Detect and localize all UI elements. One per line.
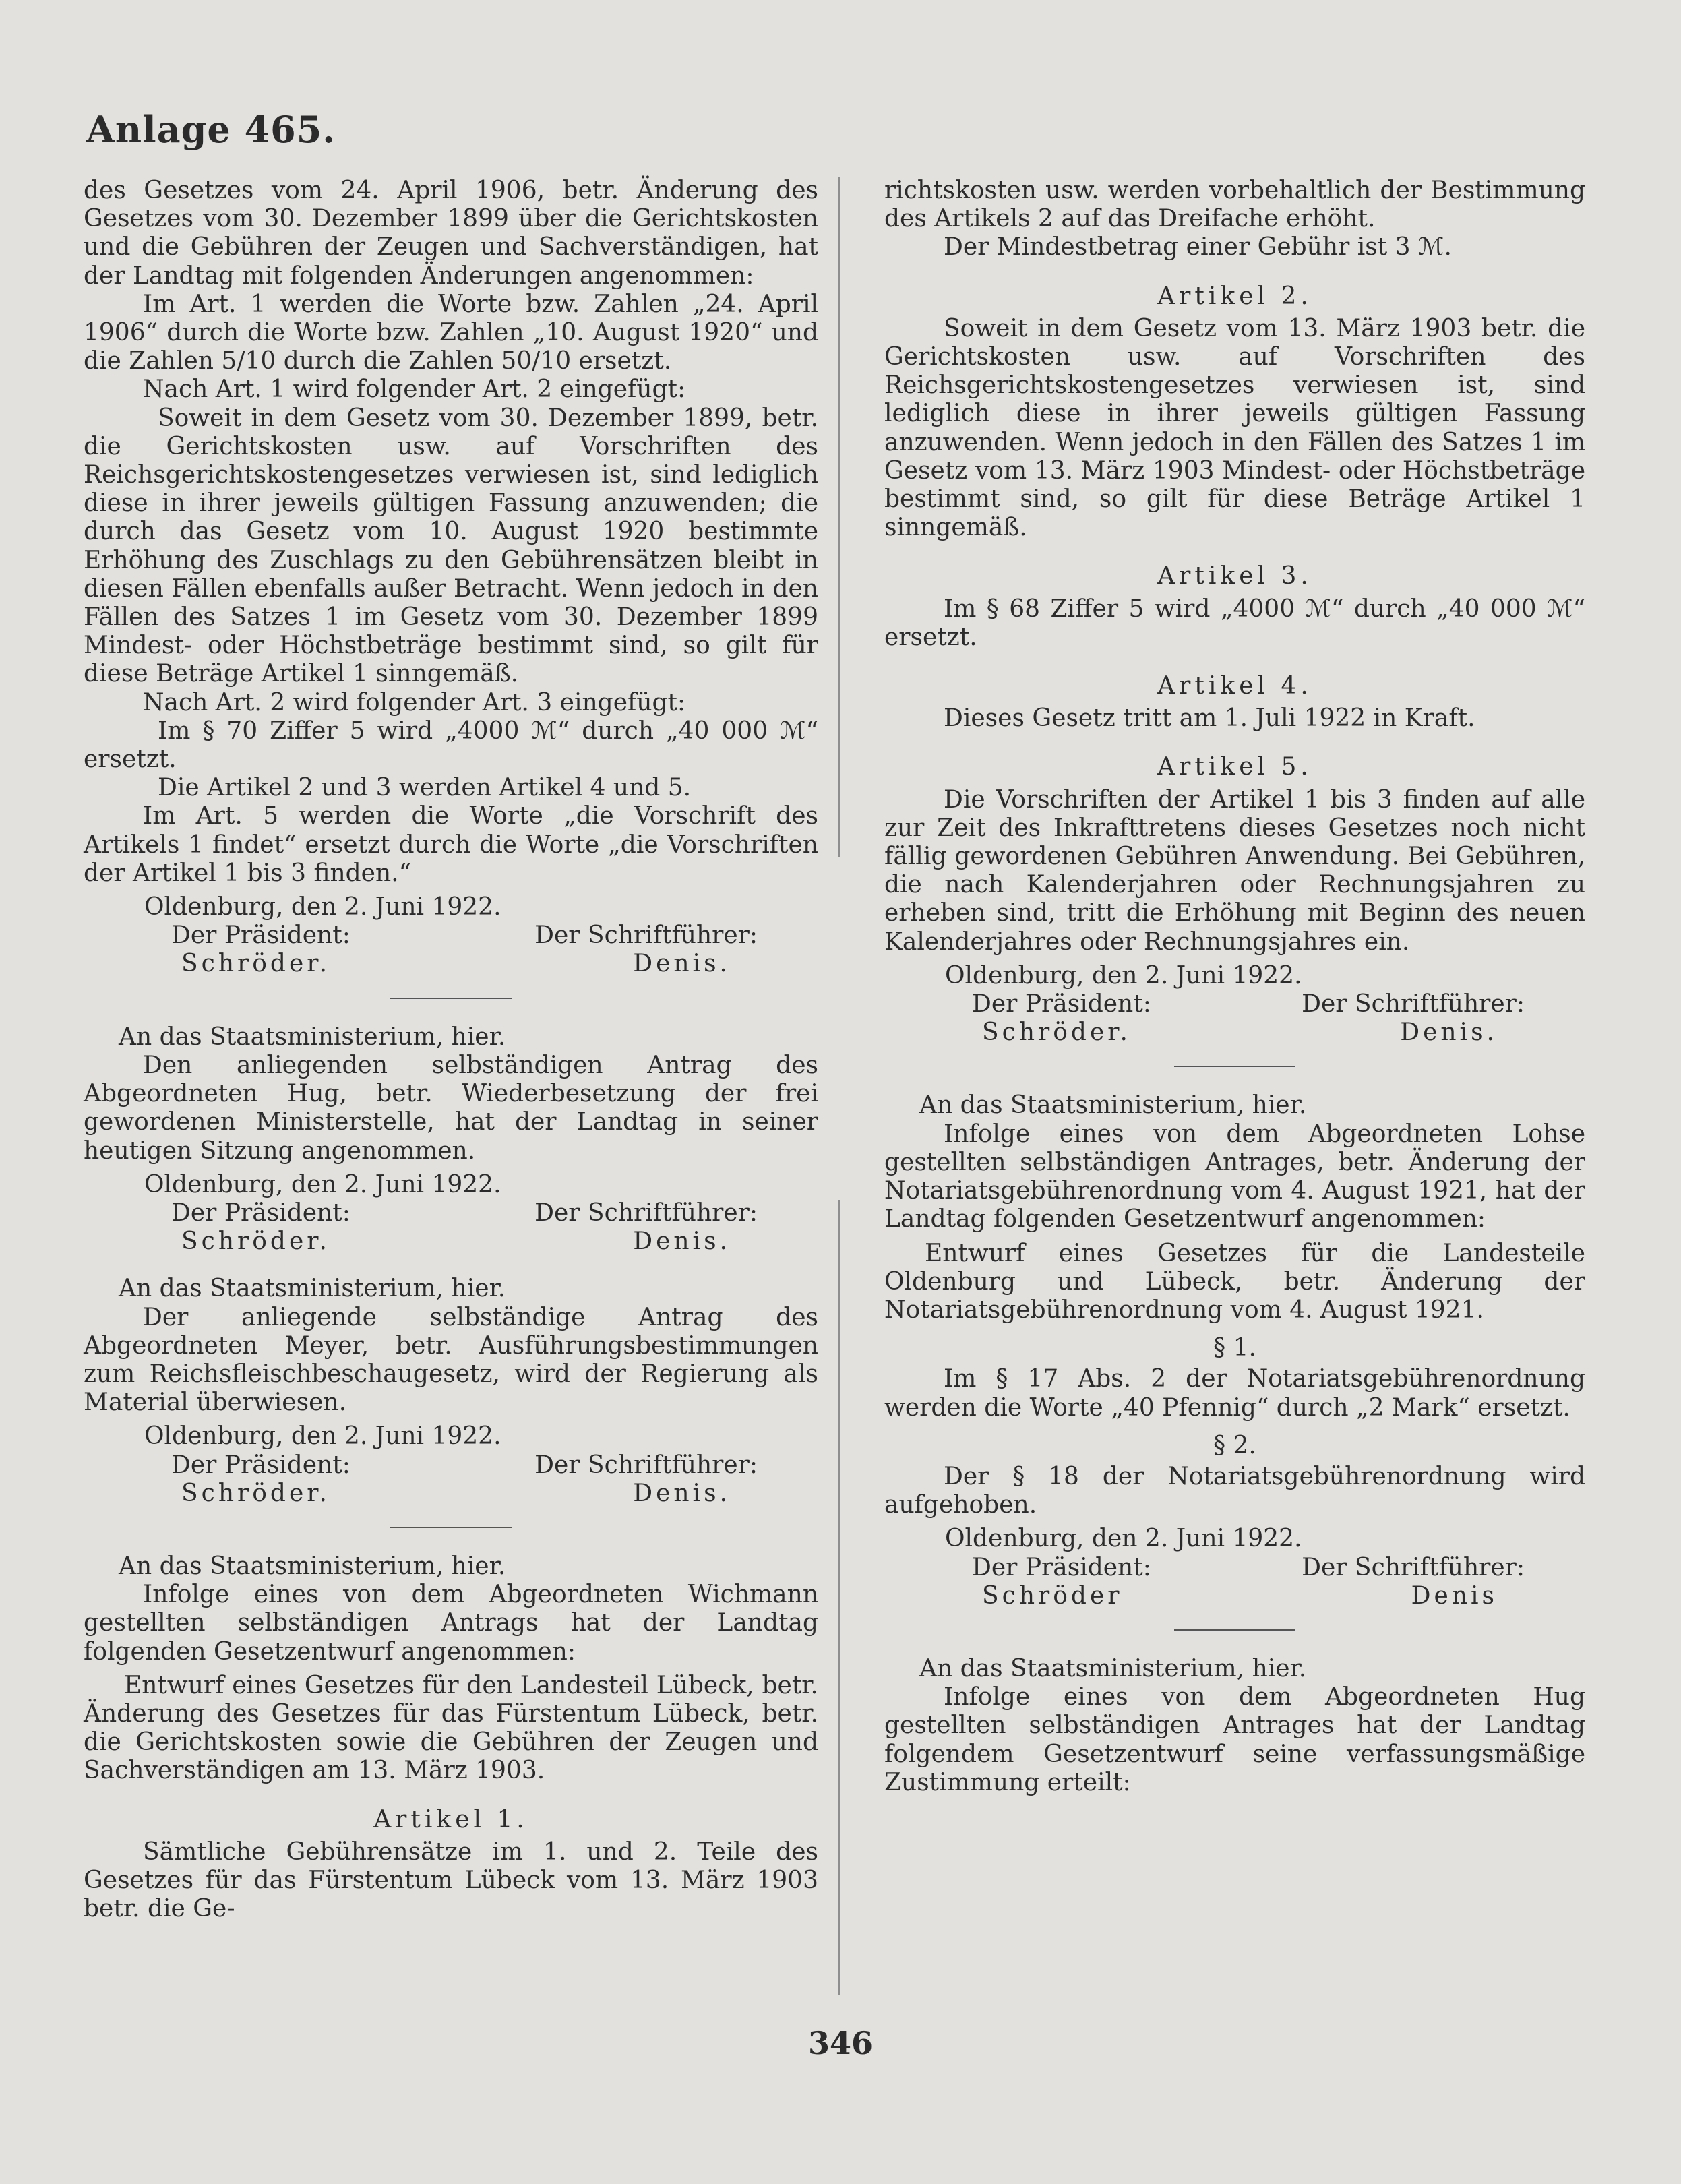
place-date: Oldenburg, den 2. Juni 1922. — [144, 1170, 501, 1199]
amendment-4: Die Artikel 2 und 3 werden Artikel 4 und 5. — [158, 774, 692, 802]
article-heading: Artikel 3. — [1157, 562, 1312, 590]
president-label: Der Präsident: — [972, 1553, 1151, 1581]
article-text: Soweit in dem Gesetz vom 13. März 1903 betr. die Gerichtskosten usw. auf Vorschriften des Reichsgerichtskostengesetzes verwiesen ist, sind lediglich diese in ihrer jeweils gültigen Fassung anzuwenden. Wenn jedoch in den Fällen des Satzes 1 im Gesetz vom 13. März 1903 Mindest- oder Höchstbeträge bestimmt sind, so gilt für diese Beträge Artikel 1 sinngemäß. — [884, 314, 1585, 542]
minimum-fee: Der Mindestbetrag einer Gebühr ist 3 ℳ. — [944, 233, 1452, 262]
column-divider-lower — [838, 1200, 840, 1995]
president-label: Der Präsident: — [171, 1199, 350, 1227]
secretary-name: Denis. — [633, 1479, 731, 1507]
section-text: Der § 18 der Notariatsgebührenordnung wird aufgehoben. — [884, 1462, 1585, 1519]
secretary-name: Denis. — [633, 950, 731, 978]
signature-names — [84, 1480, 818, 1508]
article-text: Im § 68 Ziffer 5 wird „4000 ℳ“ durch „40 000 ℳ“ ersetzt. — [884, 595, 1585, 651]
section-divider — [390, 1527, 512, 1528]
motion-text: Der anliegende selbständige Antrag des Abgeordneten Meyer, betr. Ausführungsbestimmungen zum Reichsfleischbeschaugesetz, wird der Regierung als Material überwiesen. — [84, 1303, 818, 1417]
article-heading: Artikel 2. — [1157, 282, 1312, 310]
draft-title: Entwurf eines Gesetzes für den Landesteil Lübeck, betr. Änderung des Gesetzes für das Fürstentum Lübeck, betr. die Gerichtskosten sowie die Gebühren der Zeugen und Sachverständigen am 13. März 1903. — [84, 1671, 818, 1785]
president-name: Schröder. — [181, 1479, 330, 1507]
secretary-label: Der Schriftführer: — [534, 1451, 758, 1479]
place-date: Oldenburg, den 2. Juni 1922. — [144, 893, 501, 921]
address-line: An das Staatsministerium, hier. — [119, 1023, 506, 1051]
column-divider-upper — [838, 177, 840, 857]
address-line: An das Staatsministerium, hier. — [919, 1654, 1307, 1682]
section-divider — [1174, 1066, 1295, 1067]
amendment-3: Nach Art. 2 wird folgender Art. 3 eingefügt: — [143, 688, 686, 717]
amendment-2-text: Soweit in dem Gesetz vom 30. Dezember 1899, betr. die Gerichtskosten usw. auf Vorschriften des Reichsgerichtskostengesetzes verwiesen ist, sind lediglich diese in ihrer jeweils gültigen Fassung anzuwenden; die durch das Gesetz vom 10. August 1920 bestimmte Erhöhung des Zuschlags zu den Gebührensätzen bleibt in diesen Fällen ebenfalls außer Betracht. Wenn jedoch in den Fällen des Satzes 1 im Gesetz vom 30. Dezember 1899 Mindest- oder Höchstbeträge bestimmt sind, so gilt für diese Beträge Artikel 1 sinngemäß. — [84, 404, 818, 688]
section-heading: § 1. — [1213, 1334, 1256, 1362]
article-heading: Artikel 1. — [373, 1805, 528, 1833]
page-header: Anlage 465. — [86, 108, 336, 151]
amendment-3-text: Im § 70 Ziffer 5 wird „4000 ℳ“ durch „40 000 ℳ“ ersetzt. — [84, 717, 818, 774]
place-date: Oldenburg, den 2. Juni 1922. — [945, 961, 1302, 990]
article-text: Sämtliche Gebührensätze im 1. und 2. Teile des Gesetzes für das Fürstentum Lübeck vom 13. März 1903 betr. die Ge- — [84, 1838, 818, 1923]
secretary-label: Der Schriftführer: — [1302, 990, 1525, 1019]
address-line: An das Staatsministerium, hier. — [119, 1275, 506, 1303]
president-label: Der Präsident: — [171, 1451, 350, 1479]
president-name: Schröder. — [181, 1227, 330, 1256]
president-label: Der Präsident: — [171, 921, 350, 950]
page-number: 346 — [807, 2025, 874, 2061]
spacer — [84, 1256, 818, 1271]
motion-text: Infolge eines von dem Abgeordneten Wichmann gestellten selbständigen Antrags hat der Landtag folgenden Gesetzentwurf angenommen: — [84, 1581, 818, 1666]
continued-text: richtskosten usw. werden vorbehaltlich der Bestimmung des Artikels 2 auf das Dreifache erhöht. — [884, 177, 1585, 233]
right-column — [884, 177, 1585, 1797]
section-divider — [390, 998, 512, 999]
motion-text: Den anliegenden selbständigen Antrag des Abgeordneten Hug, betr. Wiederbesetzung der frei gewordenen Ministerstelle, hat der Landtag in seiner heutigen Sitzung angenommen. — [84, 1051, 818, 1165]
article-heading: Artikel 4. — [1157, 672, 1312, 700]
signature-labels — [884, 1554, 1585, 1582]
place-date: Oldenburg, den 2. Juni 1922. — [144, 1422, 501, 1451]
section-divider — [1174, 1629, 1295, 1631]
signature-labels — [84, 921, 818, 950]
amendment-5: Im Art. 5 werden die Worte „die Vorschrift des Artikels 1 findet“ ersetzt durch die Worte „die Vorschriften der Artikel 1 bis 3 finden.“ — [84, 802, 818, 887]
president-label: Der Präsident: — [972, 990, 1151, 1019]
article-text: Die Vorschriften der Artikel 1 bis 3 finden auf alle zur Zeit des Inkrafttretens dieses Gesetzes noch nicht fällig gewordenen Gebühren Anwendung. Bei Gebühren, die nach Kalenderjahren oder Rechnungsjahren zu erheben sind, tritt die Erhöhung mit Beginn des neuen Kalenderjahres oder Rechnungsjahres ein. — [884, 785, 1585, 956]
draft-title: Entwurf eines Gesetzes für die Landesteile Oldenburg und Lübeck, betr. Änderung der Notariatsgebührenordnung vom 4. August 1921. — [884, 1239, 1585, 1324]
motion-text: Infolge eines von dem Abgeordneten Hug gestellten selbständigen Antrages hat der Landtag folgendem Gesetzentwurf seine verfassungsmäßige Zustimmung erteilt: — [884, 1683, 1585, 1796]
amendment-2: Nach Art. 1 wird folgender Art. 2 eingefügt: — [143, 375, 686, 404]
left-column — [84, 177, 818, 1923]
place-date: Oldenburg, den 2. Juni 1922. — [945, 1525, 1302, 1553]
amendment-1: Im Art. 1 werden die Worte bzw. Zahlen „24. April 1906“ durch die Worte bzw. Zahlen „10. August 1920“ und die Zahlen 5/10 durch die Zahlen 50/10 ersetzt. — [84, 290, 818, 375]
signature-names — [84, 1227, 818, 1256]
signature-labels — [84, 1199, 818, 1227]
intro-paragraph: des Gesetzes vom 24. April 1906, betr. Änderung des Gesetzes vom 30. Dezember 1899 über die Gerichtskosten und die Gebühren der Zeugen und Sachverständigen, hat der Landtag mit folgenden Änderungen angenommen: — [84, 177, 818, 290]
secretary-name: Denis — [1411, 1581, 1498, 1610]
motion-text: Infolge eines von dem Abgeordneten Lohse gestellten selbständigen Antrages, betr. Änderung der Notariatsgebührenordnung vom 4. August 1921, hat der Landtag folgenden Gesetzentwurf angenommen: — [884, 1120, 1585, 1234]
secretary-label: Der Schriftführer: — [534, 1199, 758, 1227]
section-heading: § 2. — [1213, 1431, 1256, 1459]
secretary-label: Der Schriftführer: — [1302, 1553, 1525, 1581]
president-name: Schröder. — [982, 1019, 1131, 1047]
secretary-name: Denis. — [633, 1227, 731, 1256]
president-name: Schröder — [982, 1581, 1123, 1610]
section-text: Im § 17 Abs. 2 der Notariatsgebührenordnung werden die Worte „40 Pfennig“ durch „2 Mark“ ersetzt. — [884, 1365, 1585, 1422]
signature-names — [884, 1019, 1585, 1047]
signature-names — [84, 950, 818, 978]
president-name: Schröder. — [181, 950, 330, 978]
secretary-label: Der Schriftführer: — [534, 921, 758, 950]
signature-labels — [884, 990, 1585, 1019]
address-line: An das Staatsministerium, hier. — [919, 1091, 1307, 1120]
address-line: An das Staatsministerium, hier. — [119, 1552, 506, 1580]
article-text: Dieses Gesetz tritt am 1. Juli 1922 in Kraft. — [944, 704, 1475, 733]
secretary-name: Denis. — [1400, 1019, 1498, 1047]
signature-names — [884, 1582, 1585, 1610]
signature-labels — [84, 1451, 818, 1480]
article-heading: Artikel 5. — [1157, 753, 1312, 781]
